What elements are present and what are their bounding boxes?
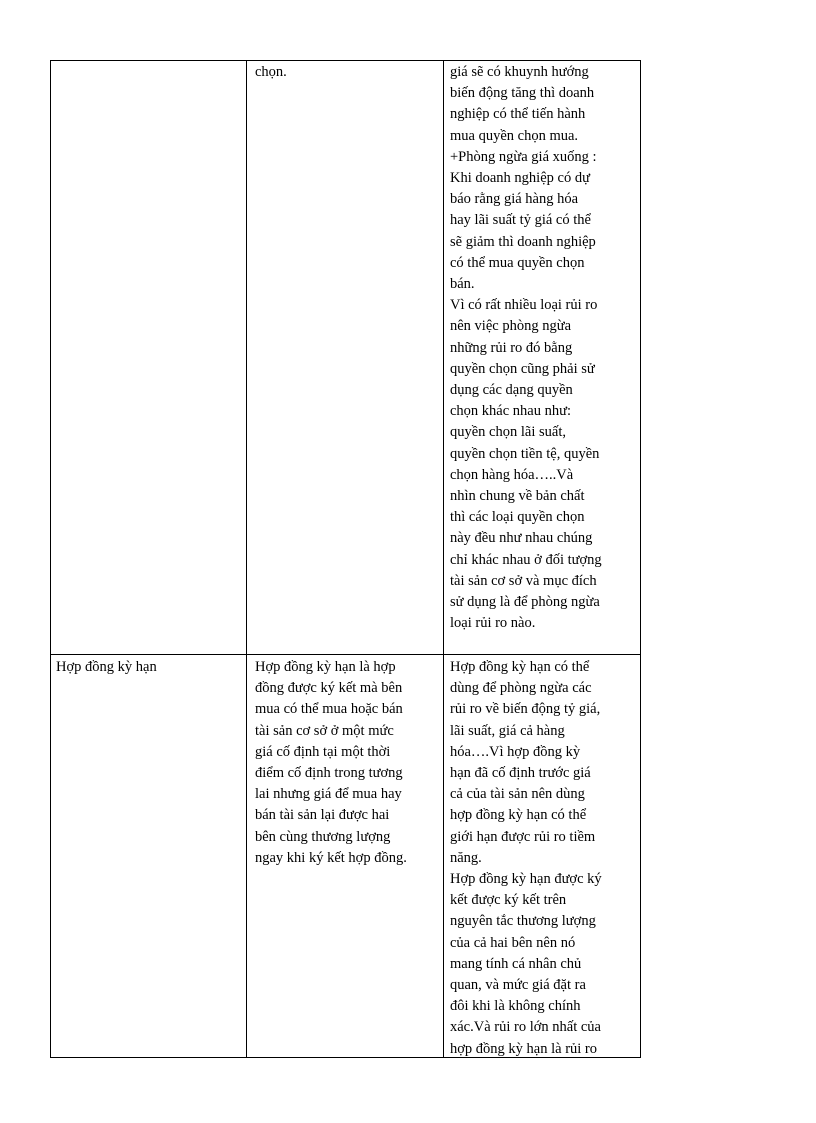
text-line: ngay khi ký kết hợp đồng. [255, 849, 407, 866]
table-left-border [50, 60, 51, 1058]
text-line: những rủi ro đó bằng [450, 339, 573, 356]
text-line: sử dụng là để phòng ngừa [450, 594, 600, 611]
text-line: hợp đồng kỳ hạn là rủi ro [450, 1040, 598, 1057]
text-line: giá cố định tại một thời [255, 743, 391, 760]
column-divider-2 [443, 60, 444, 1058]
text-line: hóa….Vì hợp đồng kỳ [450, 743, 581, 760]
text-line: đồng được ký kết mà bên [255, 680, 403, 697]
text-line: này đều như nhau chúng [450, 530, 593, 547]
text-line: chọn. [255, 64, 287, 80]
content-table [50, 60, 641, 1058]
row2-col1-cell [56, 657, 242, 678]
text-line: cả của tài sản nên dùng [450, 786, 585, 803]
text-line: hay lãi suất tỷ giá có thể [450, 212, 591, 229]
table-top-border [50, 60, 641, 61]
text-line: rủi ro về biến động tỷ giá, [450, 701, 601, 718]
text-line: giới hạn được rủi ro tiềm [450, 828, 596, 845]
text-line: bên cùng thương lượng [255, 828, 391, 845]
text-line: lai nhưng giá để mua hay [255, 786, 402, 803]
text-line: chỉ khác nhau ở đối tượng [450, 551, 602, 568]
row1-col2-cell [255, 62, 441, 83]
text-line: kết được ký kết trên [450, 892, 567, 909]
text-line: hạn đã cố định trước giá [450, 765, 591, 782]
text-line: quyền chọn lãi suất, [450, 424, 566, 441]
text-line: mua quyền chọn mua. [450, 127, 579, 144]
row2-col2-cell [255, 657, 441, 869]
text-line: chọn khác nhau như: [450, 403, 572, 420]
text-line: nguyên tắc thương lượng [450, 913, 596, 930]
text-line: Hợp đồng kỳ hạn là hợp [255, 659, 396, 675]
text-line: đôi khi là không chính [450, 998, 581, 1015]
text-line: thì các loại quyền chọn [450, 509, 585, 526]
text-line: của cả hai bên nên nó [450, 934, 576, 951]
text-line: giá sẽ có khuynh hướng [450, 64, 589, 80]
text-line: lãi suất, giá cả hàng [450, 722, 565, 739]
text-line: mang tính cá nhân chủ [450, 955, 582, 972]
text-line: quyền chọn cũng phải sử [450, 360, 595, 377]
row2-col3-cell [450, 657, 638, 1060]
text-line: Hợp đồng kỳ hạn được ký [450, 871, 602, 888]
text-line: bán tài sản lại được hai [255, 807, 390, 824]
text-line: loại rủi ro nào. [450, 615, 536, 632]
column-divider-1 [246, 60, 247, 1058]
text-line: dùng để phòng ngừa các [450, 680, 592, 697]
text-line: mua có thể mua hoặc bán [255, 701, 403, 718]
text-line: xác.Và rủi ro lớn nhất của [450, 1019, 601, 1036]
text-line: hợp đồng kỳ hạn có thể [450, 807, 587, 824]
text-line: nhìn chung về bản chất [450, 488, 585, 505]
row-divider [50, 654, 641, 655]
text-line: nghiệp có thể tiến hành [450, 106, 586, 123]
text-line: quan, và mức giá đặt ra [450, 977, 586, 994]
text-line: nên việc phòng ngừa [450, 318, 572, 335]
text-line: Hợp đồng kỳ hạn [56, 659, 157, 675]
text-line: năng. [450, 849, 482, 866]
text-line: biến động tăng thì doanh [450, 85, 595, 102]
table-right-border [640, 60, 641, 1058]
row1-col3-cell [450, 62, 638, 634]
text-line: sẽ giảm thì doanh nghiệp [450, 233, 596, 250]
text-line: Hợp đồng kỳ hạn có thể [450, 659, 590, 675]
text-line: quyền chọn tiền tệ, quyền [450, 445, 600, 462]
text-line: báo rằng giá hàng hóa [450, 191, 579, 208]
text-line: Vì có rất nhiều loại rủi ro [450, 297, 598, 314]
text-line: có thể mua quyền chọn [450, 254, 585, 271]
text-line: dụng các dạng quyền [450, 382, 573, 399]
text-line: tài sản cơ sở ở một mức [255, 722, 394, 739]
text-line: chọn hàng hóa…..Và [450, 466, 574, 483]
text-line: tài sản cơ sở và mục đích [450, 572, 597, 589]
text-line: +Phòng ngừa giá xuống : [450, 148, 597, 165]
text-line: Khi doanh nghiệp có dự [450, 170, 590, 187]
text-line: bán. [450, 276, 475, 293]
text-line: điểm cố định trong tương [255, 765, 403, 782]
